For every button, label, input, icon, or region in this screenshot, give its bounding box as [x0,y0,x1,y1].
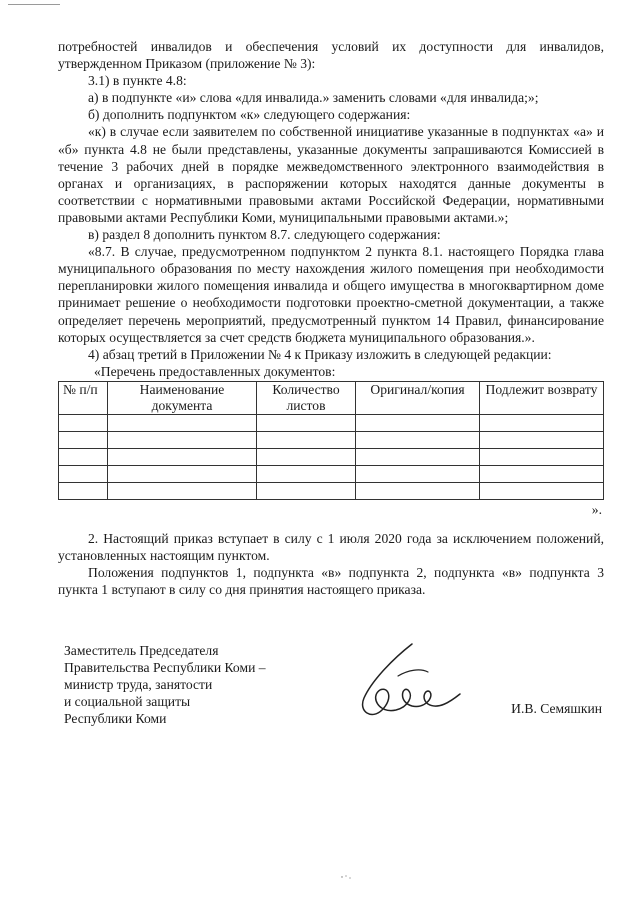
table-cell [257,448,356,465]
paragraph-continuation: потребностей инвалидов и обеспечения условий их доступности для инвалидов, утвержденном Приказом (приложение № 3): [58,39,604,72]
table-cell [257,482,356,499]
signatory-position-line: министр труда, занятости [64,677,213,693]
column-header-return: Подлежит возврату [480,381,604,414]
table-cell [108,414,257,431]
paragraph-3-1-b: б) дополнить подпунктом «к» следующего содержания: [88,107,411,123]
signatory-position-line: Республики Коми [64,711,167,727]
table-cell [480,414,604,431]
signatory-name: И.В. Семяшкин [511,701,602,717]
table-cell [257,431,356,448]
table-row [59,465,604,482]
table-cell [480,431,604,448]
table-cell [480,465,604,482]
signatory-position-line: Заместитель Председателя [64,643,219,659]
page-edge-mark [8,4,60,5]
handwritten-signature [342,636,492,726]
table-intro: «Перечень предоставленных документов: [94,363,336,379]
paragraph-subitem-k: «к) в случае если заявителем по собственной инициативе указанные в подпунктах «а» и «б» пункта 4.8 не были представлены, указанные документы запрашиваются Комиссией в течение 3 рабочих дней в порядке межведомственного электронного взаимодействия в органах и организациях, в распоряжении которых находятся данные документы в соответствии с нормативными правовыми актами Российской Федерации, нормативными правовыми актами Республики Коми, муниципальными правовыми актами.»; [58,124,604,225]
documents-table [58,381,604,500]
signatory-position-line: и социальной защиты [64,694,191,710]
table-cell [356,465,480,482]
table-cell [59,465,108,482]
table-cell [480,482,604,499]
table-cell [356,414,480,431]
paragraph-provisions: Положения подпунктов 1, подпункта «в» подпункта 2, подпункта «в» подпункта 3 пункта 1 вступают в силу со дня принятия настоящего приказа. [58,565,604,598]
table-cell [257,414,356,431]
table-row [59,414,604,431]
signatory-position [64,642,304,727]
table-cell [59,482,108,499]
table-row [59,482,604,499]
document-page [58,38,604,727]
paragraph-3-1-a: а) в подпункте «и» слова «для инвалида.» заменить словами «для инвалида;»; [88,90,539,106]
table-row [59,431,604,448]
table-cell [356,482,480,499]
table-cell [108,448,257,465]
paragraph-3-1-v: в) раздел 8 дополнить пунктом 8.7. следующего содержания: [88,227,441,243]
column-header-name: Наименование документа [108,381,257,414]
table-cell [108,465,257,482]
table-cell [59,414,108,431]
table-header-row [59,381,604,414]
table-cell [108,482,257,499]
table-body [59,414,604,499]
scan-specks [340,874,354,880]
paragraph-4: 4) абзац третий в Приложении № 4 к Приказу изложить в следующей редакции: [88,346,552,362]
table-cell [356,431,480,448]
paragraph-2-effective-date: 2. Настоящий приказ вступает в силу с 1 июля 2020 года за исключением положений, установленных настоящим пунктом. [58,530,604,564]
table-cell [356,448,480,465]
table-cell [480,448,604,465]
column-header-original-copy: Оригинал/копия [356,381,480,414]
table-closing-quote: ». [591,501,602,517]
table-cell [108,431,257,448]
paragraph-3-1: 3.1) в пункте 4.8: [88,73,187,89]
table-row [59,448,604,465]
table-cell [257,465,356,482]
table-cell [59,448,108,465]
table-cell [59,431,108,448]
column-header-sheets: Количество листов [257,381,356,414]
signatory-position-line: Правительства Республики Коми – [64,660,266,676]
signature-block [58,642,604,727]
paragraph-8-7: «8.7. В случае, предусмотренном подпунктом 2 пункта 8.1. настоящего Порядка глава муниципального образования по месту нахождения жилого помещения при необходимости перепланировки жилого помещения инвалида и общего имущества в многоквартирном доме принимает решение о необходимости подготовки проектно-сметной документации, а также определяет перечень мероприятий, предусмотренный пунктом 14 Правил, финансирование которых осуществляется за счет средств бюджета муниципального образования.». [58,244,604,345]
column-header-number: № п/п [59,381,108,414]
